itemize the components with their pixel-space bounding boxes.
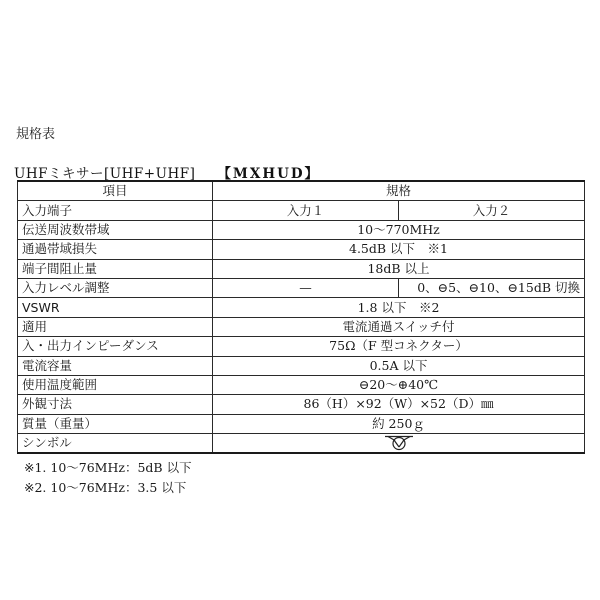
input1-cell: 入力１ — [213, 201, 399, 220]
row-label: 入・出力インピーダンス — [18, 337, 213, 356]
header-item: 項目 — [18, 181, 213, 201]
table-row — [18, 395, 585, 414]
input2-cell: 入力２ — [399, 201, 585, 220]
row-label: 通過帯域損失 — [18, 240, 213, 259]
row-label: 外観寸法 — [18, 395, 213, 414]
product-title — [14, 162, 320, 182]
row-label: 質量（重量） — [18, 414, 213, 433]
row-label: VSWR — [18, 298, 213, 317]
table-header-row — [18, 181, 585, 201]
footnotes — [24, 458, 192, 498]
row-label: 適用 — [18, 317, 213, 336]
row-value: 約 250ｇ — [213, 414, 585, 433]
spec-table — [17, 180, 585, 454]
row-value: 86（H）×92（W）×52（D）㎜ — [213, 395, 585, 414]
table-row — [18, 317, 585, 336]
row-value: 1.8 以下 ※2 — [213, 298, 585, 317]
table-row — [18, 240, 585, 259]
footnote-1: ※1. 10〜76MHz：5dB 以下 — [24, 460, 192, 475]
table-row — [18, 259, 585, 278]
product-name: UHFミキサー[UHF+UHF] — [14, 166, 196, 182]
row-value: 75Ω（F 型コネクター） — [213, 337, 585, 356]
row-label: 端子間阻止量 — [18, 259, 213, 278]
table-row — [18, 278, 585, 297]
table-row — [18, 337, 585, 356]
page-heading: 規格表 — [16, 127, 56, 142]
table-row — [18, 298, 585, 317]
table-row — [18, 201, 585, 220]
row-value: ⊖20〜⊕40℃ — [213, 375, 585, 394]
product-model: 【MXHUD】 — [217, 166, 321, 182]
row-label: シンボル — [18, 434, 213, 454]
input2-cell: 0、⊖5、⊖10、⊖15dB 切換 — [399, 278, 585, 297]
row-value: 18dB 以上 — [213, 259, 585, 278]
row-label: 伝送周波数帯域 — [18, 220, 213, 239]
table-row — [18, 414, 585, 433]
table-row — [18, 356, 585, 375]
row-label: 入力レベル調整 — [18, 278, 213, 297]
header-spec: 規格 — [213, 181, 585, 201]
row-value: 0.5A 以下 — [213, 356, 585, 375]
row-label: 入力端子 — [18, 201, 213, 220]
input1-cell: — — [213, 278, 399, 297]
row-label: 電流容量 — [18, 356, 213, 375]
row-label: 使用温度範囲 — [18, 375, 213, 394]
row-value: 4.5dB 以下 ※1 — [213, 240, 585, 259]
row-value: 電流通過スイッチ付 — [213, 317, 585, 336]
table-row — [18, 220, 585, 239]
mixer-symbol-icon — [384, 435, 414, 451]
table-row — [18, 434, 585, 454]
row-value: 10〜770MHz — [213, 220, 585, 239]
footnote-2: ※2. 10〜76MHz：3.5 以下 — [24, 480, 187, 495]
symbol-cell — [213, 434, 585, 454]
table-row — [18, 375, 585, 394]
